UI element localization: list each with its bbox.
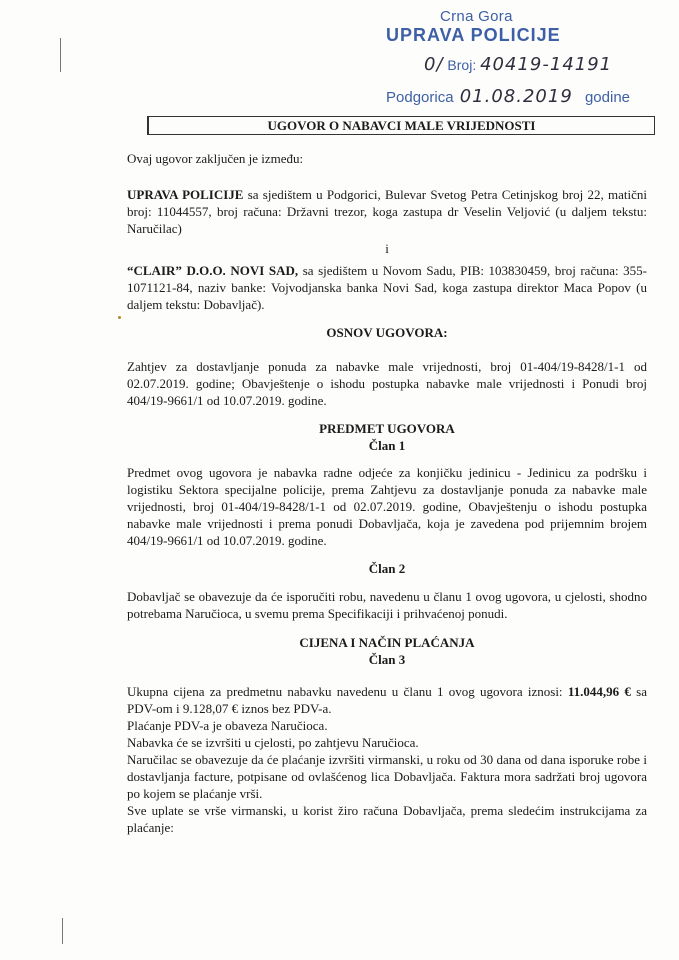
price-text-before: Ukupna cijena za predmetnu nabavku navedenu u članu 1 ovog ugovora iznosi: [127,684,568,699]
predmet-heading: PREDMET UGOVORA [319,421,455,436]
stamp-number-prefix: 0/ [424,54,444,75]
stamp-number-value: 40419-14191 [480,54,613,75]
party-one-details: sa sjedištem u Podgorici, Bulevar Svetog Petra Cetinjskog broj 22, matični broj: 11044557, broj računa: Državni trezor, koga zastupa dr Veselin Veljović (u daljem tekstu: Naručilac) [127,187,647,236]
price-amount: 11.044,96 € [567,684,631,699]
party-two-details: sa sjedištem u Novom Sadu, PIB: 103830459, broj računa: 355-1071121-84, naziv banke: Vojvodjanska banka Novi Sad, koga zastupa direktor Maca Popov (u daljem tekstu: Dobavljač). [127,263,647,312]
stamp-place-label: Podgorica [386,89,454,106]
intro-text: Ovaj ugovor zaključen je između: [127,151,304,166]
article-2-label: Član 2 [368,561,406,576]
party-two [127,262,647,313]
party-two-name: “CLAIR” D.O.O. NOVI SAD, [127,263,299,278]
stamp-number-line [424,54,612,75]
registry-stamp [384,6,676,110]
party-one-name: UPRAVA POLICIJE [127,187,244,202]
price-text-after: sa PDV-om i 9.128,07 € iznos bez PDV-a. [127,684,647,716]
stamp-organization: UPRAVA POLICIJE [386,25,561,45]
and-separator: i [385,241,389,256]
osnov-heading: OSNOV UGOVORA: [326,325,448,340]
article-3-label: Član 3 [368,652,406,667]
stamp-number-label: Broj: [447,57,477,73]
cijena-heading: CIJENA I NAČIN PLAĆANJA [299,635,475,650]
document-title: UGOVOR O NABAVCI MALE VRIJEDNOSTI [147,116,655,135]
margin-mark-bottom [62,918,63,944]
scan-dot [118,316,121,319]
article-1-text: Predmet ovog ugovora je nabavka radne odjeće za konjičku jedinicu - Jedinicu za podršku i logistiku Sektora specijalne policije, prema Zahtjevu za dostavljanje ponuda za nabavke male vrijednosti, broj 01-404/19-8428/1-1 od 02.07.2019. godine, Obavještenju o ishodu postupka nabavke male vrijednosti i prema ponudi Dobavljača, koja je zavedena pod prijemnim brojem 404/19-9661/1 od 10.07.2019. godine. [127,465,647,548]
party-one [127,186,647,237]
osnov-text: Zahtjev za dostavljanje ponuda za nabavke male vrijednosti, broj 01-404/19-8428/1-1 od 02.07.2019. godine; Obavještenje o ishodu postupka nabavke male vrijednosti i Ponudi broj 404/19-9661/1 od 10.07.2019. godine. [127,359,647,408]
article-3-price [127,683,647,717]
stamp-country: Crna Gora [440,8,513,25]
stamp-date-line [386,86,630,107]
article-3-instructions: Sve uplate se vrše virmanski, u korist žiro računa Dobavljača, prema sledećim instrukcijama za plaćanje: [127,803,647,835]
margin-mark-top [60,38,61,72]
article-1-label: Član 1 [368,438,406,453]
stamp-date-value: 01.08.2019 [459,86,573,107]
stamp-godine-label: godine [584,89,630,106]
article-3-delivery: Nabavka će se izvršiti u cjelosti, po zahtjevu Naručioca. [127,735,419,750]
article-3-vat: Plaćanje PDV-a je obaveza Naručioca. [127,718,328,733]
article-3-payment: Naručilac se obavezuje da će plaćanje izvršiti virmanski, u roku od 30 dana od dana isporuke robe i dostavljanja facture, potpisane od ovlašćenog lica Dobavljača. Faktura mora sadržati broj ugovora po kojem se plaćanje vrši. [127,752,647,801]
article-2-text: Dobavljač se obavezuje da će isporučiti robu, navedenu u članu 1 ovog ugovora, u cjelosti, shodno potrebama Naručioca, u svemu prema Specifikaciji i prihvaćenoj ponudi. [127,589,647,621]
